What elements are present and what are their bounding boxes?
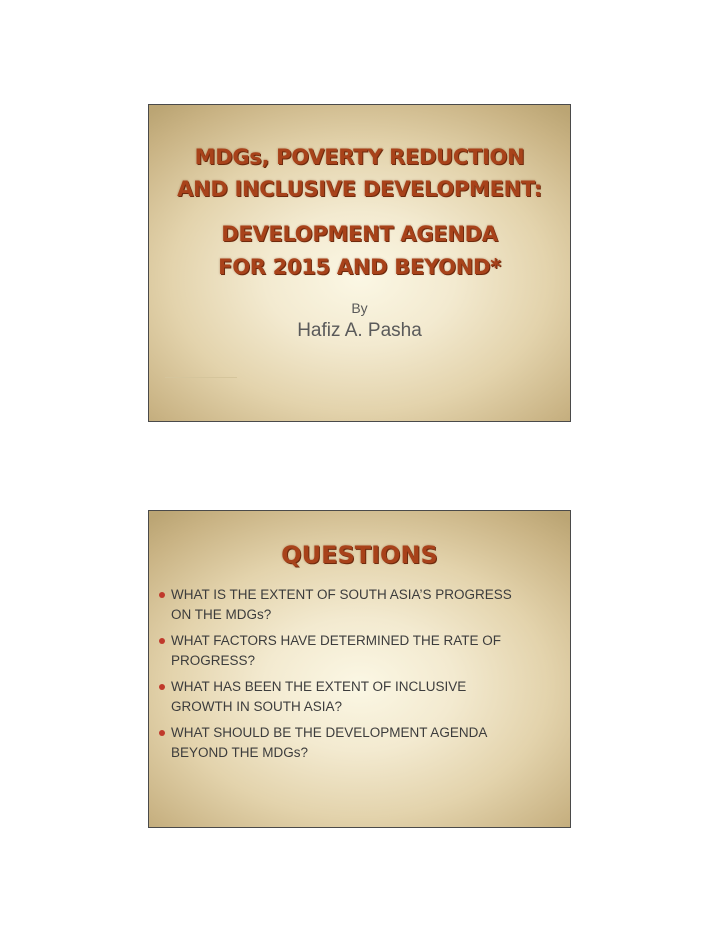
slide-title-line-1: MDGs, POVERTY REDUCTION (194, 145, 525, 169)
question-text-line-1: WHAT SHOULD BE THE DEVELOPMENT AGENDA (171, 725, 488, 740)
question-item (159, 585, 554, 625)
questions-title: QUESTIONS (281, 541, 438, 569)
bullet-icon (159, 592, 165, 598)
question-text-line-1: WHAT HAS BEEN THE EXTENT OF INCLUSIVE (171, 679, 467, 694)
question-text-line-2: PROGRESS? (171, 653, 256, 668)
slide-title-line-4: FOR 2015 AND BEYOND* (218, 255, 501, 279)
author-name: Hafiz A. Pasha (297, 320, 422, 341)
question-item (159, 631, 554, 671)
questions-list (159, 585, 554, 769)
slide-title-line-2: AND INCLUSIVE DEVELOPMENT: (177, 177, 542, 201)
footnote-divider (165, 377, 237, 378)
questions-slide (148, 510, 571, 828)
question-text-line-1: WHAT FACTORS HAVE DETERMINED THE RATE OF (171, 633, 502, 648)
bullet-icon (159, 638, 165, 644)
question-text-line-2: ON THE MDGs? (171, 607, 272, 622)
question-text-line-1: WHAT IS THE EXTENT OF SOUTH ASIA’S PROGRESS (171, 587, 512, 602)
bullet-icon (159, 684, 165, 690)
question-item (159, 723, 554, 763)
question-item (159, 677, 554, 717)
bullet-icon (159, 730, 165, 736)
question-text-line-2: GROWTH IN SOUTH ASIA? (171, 699, 343, 714)
title-slide (148, 104, 571, 422)
by-label: By (351, 300, 368, 316)
slide-title-line-3: DEVELOPMENT AGENDA (221, 222, 498, 246)
question-text-line-2: BEYOND THE MDGs? (171, 745, 309, 760)
